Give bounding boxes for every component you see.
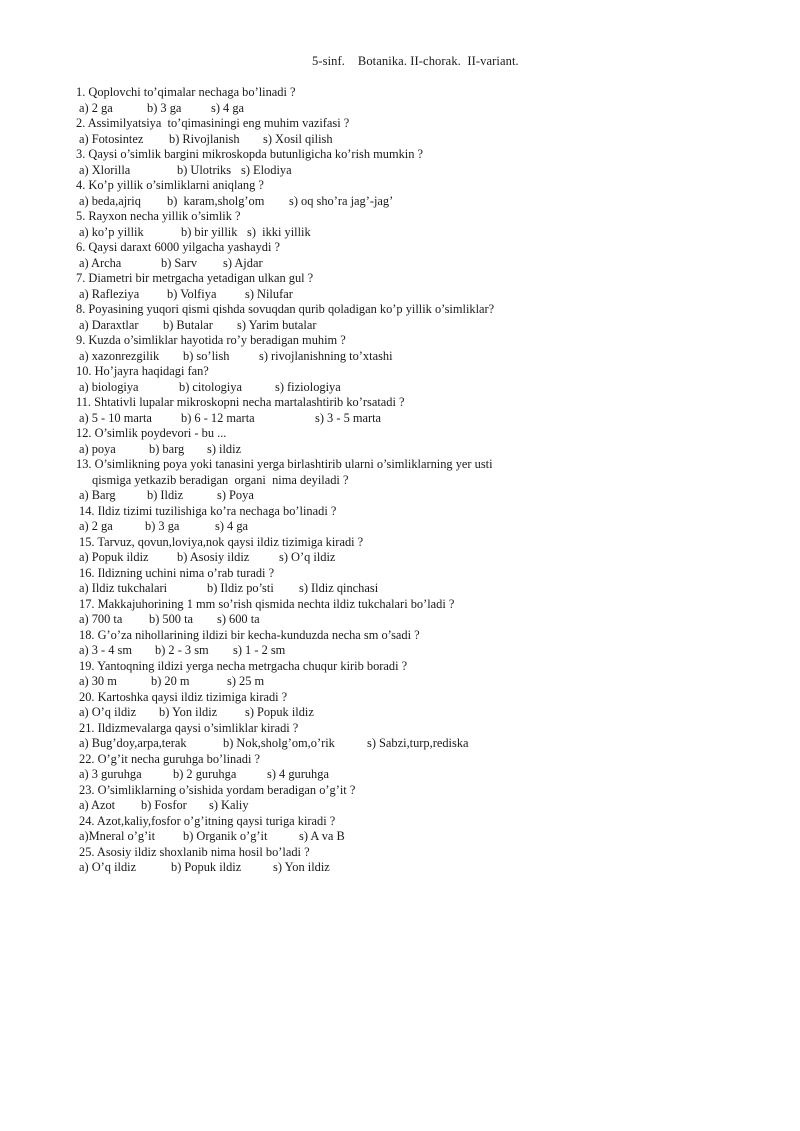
answer-option-a: a) Daraxtlar — [79, 317, 139, 332]
answer-option-a: a) O’q ildiz — [79, 860, 137, 874]
question-item — [76, 597, 776, 628]
answer-option-b: b) Nok,sholg’om,o’rik — [223, 736, 335, 750]
answer-option-b: b) 500 ta — [149, 612, 194, 626]
answer-option-b: b) Asosiy ildiz — [177, 550, 250, 564]
answer-option-a: a) 2 ga — [79, 519, 113, 533]
answer-option-s: s) oq sho’ra jag’-jag’ — [289, 193, 394, 208]
question-item — [76, 85, 776, 116]
answer-option-s: s) ikki yillik — [247, 224, 311, 239]
question-text: 21. Ildizmevalarga qaysi o’simliklar kiradi ? — [79, 720, 299, 735]
question-item — [76, 721, 776, 752]
answer-option-b: b) Ildiz — [147, 488, 184, 502]
answer-option-a: a) 3 guruhga — [79, 767, 142, 781]
answer-option-a: a) Barg — [79, 488, 116, 502]
answer-option-a: a) Popuk ildiz — [79, 550, 149, 564]
answer-options — [76, 411, 776, 427]
answer-option-b: b) 3 ga — [147, 100, 182, 115]
answer-option-b: b) bir yillik — [181, 224, 238, 239]
answer-options — [76, 860, 776, 876]
question-list — [76, 85, 776, 876]
question-item — [76, 426, 776, 457]
answer-options — [76, 488, 776, 504]
answer-option-s: s) 600 ta — [217, 612, 260, 626]
question-text: 19. Yantoqning ildizi yerga necha metrgacha chuqur kirib boradi ? — [79, 658, 408, 673]
question-item — [76, 690, 776, 721]
answer-options — [76, 674, 776, 690]
answer-option-a: a) 30 m — [79, 674, 117, 688]
question-text: 14. Ildiz tizimi tuzilishiga ko’ra nechaga bo’linadi ? — [79, 503, 337, 518]
answer-option-s: s) ildiz — [207, 441, 242, 456]
answer-option-a: a) beda,ajriq — [79, 193, 141, 208]
answer-options — [76, 798, 776, 814]
question-item — [76, 783, 776, 814]
answer-option-s: s) Yon ildiz — [273, 860, 330, 874]
answer-option-s: s) O’q ildiz — [279, 550, 336, 564]
answer-option-s: s) fiziologiya — [275, 379, 341, 394]
answer-option-a: a) Archa — [79, 255, 122, 270]
answer-option-s: s) Ildiz qinchasi — [299, 581, 379, 595]
answer-option-b: b) Volfiya — [167, 286, 217, 301]
answer-options — [76, 318, 776, 334]
question-text: 3. Qaysi o’simlik bargini mikroskopda butunligicha ko’rish mumkin ? — [76, 147, 424, 161]
answer-option-a: a) poya — [79, 441, 116, 456]
answer-options — [76, 442, 776, 458]
answer-option-s: s) A va B — [299, 829, 345, 843]
answer-options — [76, 829, 776, 845]
answer-option-s: s) Kaliy — [209, 798, 249, 812]
question-text: 17. Makkajuhorining 1 mm so’rish qismida nechta ildiz tukchalari bo’ladi ? — [79, 596, 455, 611]
answer-option-s: s) 25 m — [227, 674, 265, 688]
answer-option-b: b) citologiya — [179, 379, 242, 394]
answer-options — [76, 767, 776, 783]
question-item — [76, 209, 776, 240]
answer-options — [76, 132, 776, 148]
question-text: 22. O’g’it necha guruhga bo’linadi ? — [79, 751, 260, 766]
answer-option-b: b) barg — [149, 441, 185, 456]
question-item — [76, 659, 776, 690]
question-item — [76, 364, 776, 395]
question-text: 8. Poyasining yuqori qismi qishda sovuqdan qurib qoladigan ko’p yillik o’simliklar? — [76, 302, 495, 316]
question-text: 5. Rayxon necha yillik o’simlik ? — [76, 209, 241, 223]
answer-options — [76, 581, 776, 597]
answer-option-s: s) Popuk ildiz — [245, 705, 314, 719]
answer-options — [76, 643, 776, 659]
answer-option-s: s) Ajdar — [223, 255, 263, 270]
answer-option-a: a) O’q ildiz — [79, 705, 137, 719]
answer-option-b: b) 2 guruhga — [173, 767, 237, 781]
answer-option-a: a) xazonrezgilik — [79, 348, 160, 363]
answer-options — [76, 194, 776, 210]
answer-options — [76, 736, 776, 752]
answer-option-b: b) so’lish — [183, 348, 230, 363]
question-item — [76, 240, 776, 271]
answer-option-b: b) Rivojlanish — [169, 131, 240, 146]
answer-option-a: a) Rafleziya — [79, 286, 140, 301]
answer-option-s: s) 1 - 2 sm — [233, 643, 286, 657]
question-item — [76, 628, 776, 659]
answer-option-b: b) Fosfor — [141, 798, 187, 812]
question-item — [76, 178, 776, 209]
question-text: 23. O’simliklarning o’sishida yordam beradigan o’g’it ? — [79, 782, 356, 797]
answer-option-a: a) Bug’doy,arpa,terak — [79, 736, 187, 750]
answer-option-s: s) Elodiya — [241, 162, 292, 177]
answer-option-a: a) Fotosintez — [79, 131, 144, 146]
answer-option-b: b) Butalar — [163, 317, 213, 332]
answer-option-a: a) 5 - 10 marta — [79, 410, 152, 425]
question-text: 12. O’simlik poydevori - bu ... — [76, 426, 227, 440]
answer-option-s: s) Nilufar — [245, 286, 293, 301]
answer-option-a: a) 3 - 4 sm — [79, 643, 132, 657]
answer-option-s: s) 3 - 5 marta — [315, 410, 382, 425]
answer-options — [76, 550, 776, 566]
question-item — [76, 457, 776, 504]
answer-option-b: b) Sarv — [161, 255, 198, 270]
answer-options — [76, 163, 776, 179]
question-text: 24. Azot,kaliy,fosfor o’g’itning qaysi turiga kiradi ? — [79, 813, 336, 828]
answer-option-b: b) Popuk ildiz — [171, 860, 242, 874]
answer-options — [76, 612, 776, 628]
answer-option-b: b) Ildiz po’sti — [207, 581, 274, 595]
answer-options — [76, 519, 776, 535]
question-text: 13. O’simlikning poya yoki tanasini yerga birlashtirib ularni o’simliklarning yer usti — [76, 457, 493, 471]
answer-option-s: s) Xosil qilish — [263, 131, 333, 146]
question-item — [76, 395, 776, 426]
answer-option-b: b) Yon ildiz — [159, 705, 218, 719]
question-text: 7. Diametri bir metrgacha yetadigan ulkan gul ? — [76, 271, 314, 285]
question-item — [76, 271, 776, 302]
answer-option-a: a) Azot — [79, 798, 116, 812]
answer-options — [76, 380, 776, 396]
question-text: 11. Shtativli lupalar mikroskopni necha martalashtirib ko’rsatadi ? — [76, 395, 405, 409]
answer-option-a: a) Ildiz tukchalari — [79, 581, 168, 595]
page-header: 5-sinf. Botanika. II-chorak. II-variant. — [312, 54, 519, 68]
answer-option-a: a) 700 ta — [79, 612, 123, 626]
question-text: 4. Ko’p yillik o’simliklarni aniqlang ? — [76, 178, 264, 192]
question-item — [76, 504, 776, 535]
answer-option-b: b) 2 - 3 sm — [155, 643, 209, 657]
answer-options — [76, 705, 776, 721]
question-item — [76, 752, 776, 783]
answer-option-a: a) biologiya — [79, 379, 139, 394]
answer-option-s: s) 4 ga — [215, 519, 249, 533]
answer-options — [76, 256, 776, 272]
answer-option-a: a) Xlorilla — [79, 162, 131, 177]
question-text: 25. Asosiy ildiz shoxlanib nima hosil bo’ladi ? — [79, 844, 310, 859]
answer-options — [76, 287, 776, 303]
answer-option-s: s) 4 guruhga — [267, 767, 329, 781]
question-item — [76, 302, 776, 333]
answer-option-a: a) 2 ga — [79, 100, 113, 115]
answer-option-s: s) Poya — [217, 488, 254, 502]
question-text: 18. G’o’za nihollarining ildizi bir kecha-kunduzda necha sm o’sadi ? — [79, 627, 420, 642]
question-text: 20. Kartoshka qaysi ildiz tizimiga kiradi ? — [79, 689, 288, 704]
answer-option-b: b) Ulotriks — [177, 162, 232, 177]
question-item — [76, 566, 776, 597]
answer-option-a: a) ko’p yillik — [79, 224, 144, 239]
answer-option-s: s) Sabzi,turp,rediska — [367, 736, 469, 750]
answer-option-b: b) 3 ga — [145, 519, 180, 533]
answer-option-a: a)Mneral o’g’it — [79, 829, 156, 843]
question-text: 16. Ildizning uchini nima o’rab turadi ? — [79, 565, 275, 580]
answer-option-b: b) Organik o’g’it — [183, 829, 268, 843]
question-item — [76, 116, 776, 147]
answer-options — [76, 101, 776, 117]
question-item — [76, 814, 776, 845]
question-item — [76, 147, 776, 178]
question-text: 10. Ho’jayra haqidagi fan? — [76, 364, 209, 378]
question-text: 15. Tarvuz, qovun,loviya,nok qaysi ildiz tizimiga kiradi ? — [79, 534, 364, 549]
question-item — [76, 535, 776, 566]
question-text: 9. Kuzda o’simliklar hayotida ro’y beradigan muhim ? — [76, 333, 346, 347]
answer-option-s: s) Yarim butalar — [237, 317, 317, 332]
answer-options — [76, 225, 776, 241]
question-text: 2. Assimilyatsiya to’qimasiningi eng muhim vazifasi ? — [76, 116, 350, 130]
question-text-continued: qismiga yetkazib beradigan organi nima deyiladi ? — [92, 472, 349, 487]
answer-option-b: b) 20 m — [151, 674, 190, 688]
question-text: 1. Qoplovchi to’qimalar nechaga bo’linadi ? — [76, 85, 296, 99]
answer-option-b: b) karam,sholg’om — [167, 193, 265, 208]
answer-options — [76, 349, 776, 365]
question-text: 6. Qaysi daraxt 6000 yilgacha yashaydi ? — [76, 240, 281, 254]
answer-option-b: b) 6 - 12 marta — [181, 410, 255, 425]
answer-option-s: s) 4 ga — [211, 100, 245, 115]
answer-option-s: s) rivojlanishning to’xtashi — [259, 348, 393, 363]
question-item — [76, 845, 776, 876]
question-item — [76, 333, 776, 364]
